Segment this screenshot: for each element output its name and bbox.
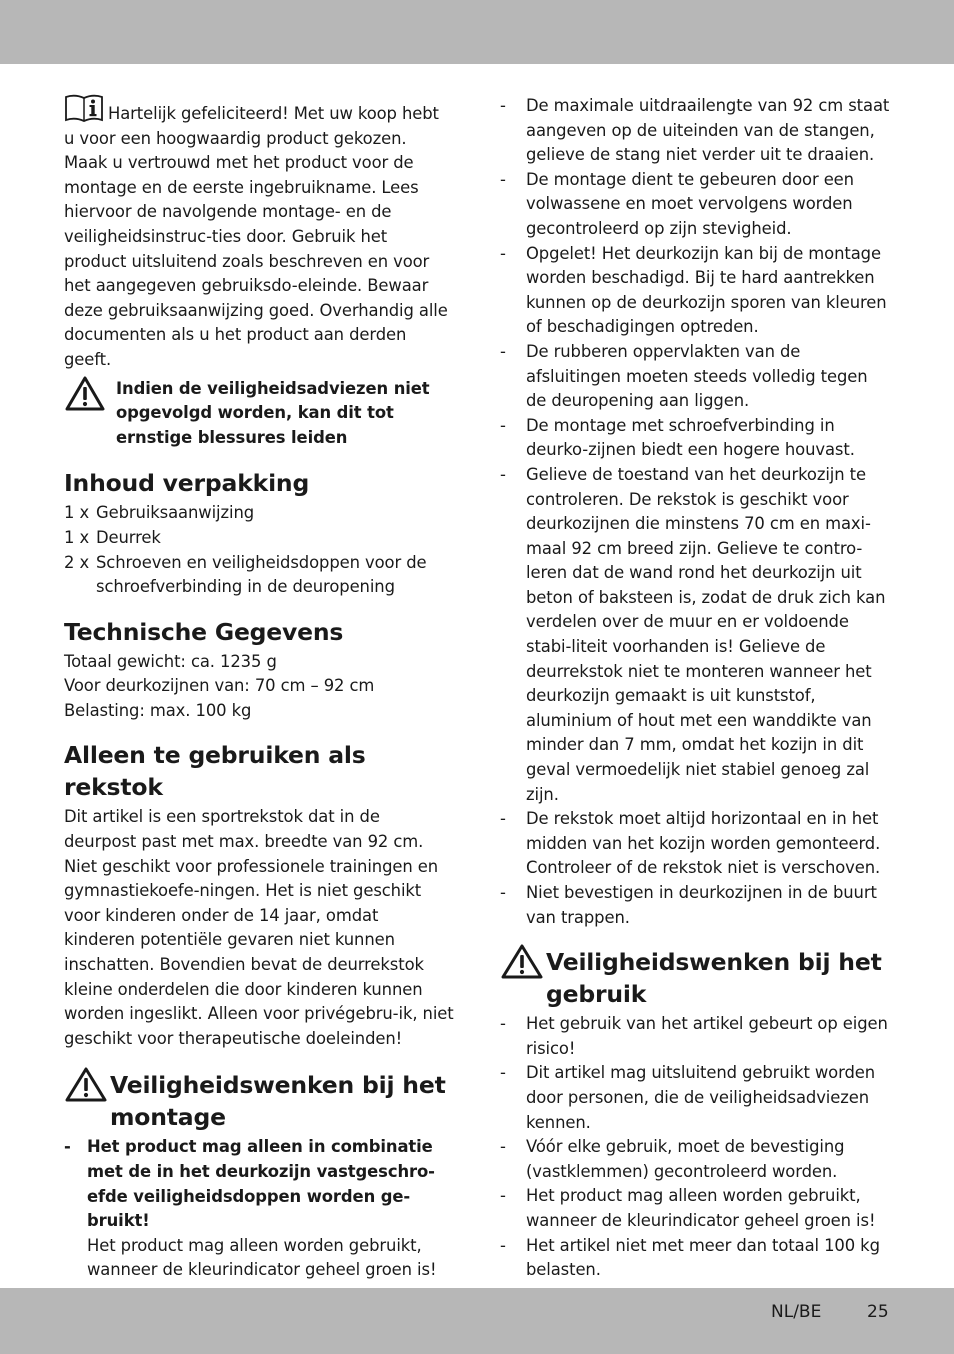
- left-column: [64, 94, 454, 1283]
- list-item: [64, 551, 454, 600]
- item-text: De montage dient te gebeuren door een volwassene en moet vervolgens worden gecontroleerd op zijn stevigheid.: [526, 169, 854, 238]
- dash-bullet: -: [500, 464, 506, 484]
- list-item: [500, 1234, 892, 1283]
- item-text: Het artikel niet met meer dan totaal 100 kg belasten.: [526, 1235, 880, 1280]
- list-item: [500, 242, 892, 340]
- right-column: [500, 94, 892, 1283]
- dash-bullet: -: [500, 341, 506, 361]
- list-item: [500, 414, 892, 463]
- item-text: Opgelet! Het deurkozijn kan bij de montage worden beschadigd. Bij te hard aantrekken kunnen op de deurkozijn sporen van kleuren of beschadigingen optreden.: [526, 243, 887, 337]
- montage-title: Veiligheidswenken bij het montage: [110, 1071, 446, 1132]
- item-text: Het product mag alleen worden gebruikt, wanneer de kleurindicator geheel groen is!: [526, 1186, 876, 1230]
- dash-bullet: -: [500, 1186, 506, 1206]
- intro-paragraph: [64, 94, 454, 373]
- item-text: Het product mag alleen in combinatie met de in het deurkozijn vastgeschro-efde veiligheidsdoppen worden ge-bruikt!: [87, 1137, 435, 1231]
- dash-bullet: -: [500, 415, 506, 435]
- safety-warning: [64, 377, 454, 451]
- tech-line-size: Voor deurkozijnen van: 70 cm – 92 cm: [64, 676, 375, 696]
- inhoud-heading: Inhoud verpakking: [64, 469, 310, 498]
- alleen-paragraph: Dit artikel is een sportrekstok dat in de deurpost past met max. breedte van 92 cm. Niet geschikt voor professionele trainingen en gymnastiekoefe-ningen. Het is niet geschikt voor kinderen onder de 14 jaar, omdat kinderen potentiële gevaren niet kunnen inschatten. Bovendien bevat de deurrekstok kleine onderdelen die door kinderen kunnen worden ingeslikt. Alleen voor privégebru-ik, niet geschikt voor therapeutische doeleinden!: [64, 807, 454, 1048]
- dash-bullet: -: [500, 1063, 506, 1083]
- item-qty: 2 x: [64, 552, 90, 572]
- item-text: Schroeven en veiligheidsdoppen voor de schroefverbinding in de deuropening: [96, 552, 427, 597]
- montage-list: [500, 94, 892, 930]
- alleen-heading: Alleen te gebruiken als rekstok: [64, 741, 366, 802]
- item-text: De rekstok moet altijd horizontaal en in het midden van het kozijn worden gemonteerd. Controleer of de rekstok niet is verschoven.: [526, 809, 881, 878]
- item-text: Vóór elke gebruik, moet de bevestiging (vastklemmen) gecontroleerd worden.: [526, 1137, 845, 1181]
- warning-text: Indien de veiligheidsadviezen niet opgevolgd worden, kan dit tot ernstige blessures leiden: [116, 378, 430, 447]
- list-item: [500, 1061, 892, 1135]
- item-text: De maximale uitdraailengte van 92 cm staat aangeven op de uiteinden van de stangen, gelieve de stang niet verder uit te draaien.: [526, 96, 890, 165]
- list-item: [500, 340, 892, 414]
- list-item: [64, 501, 454, 526]
- item-text: Deurrek: [96, 527, 161, 547]
- dash-bullet: -: [64, 1137, 71, 1157]
- tech-line-weight: Totaal gewicht: ca. 1235 g: [64, 651, 277, 671]
- montage-heading: [64, 1069, 454, 1133]
- item-text: Het gebruik van het artikel gebeurt op eigen risico!: [526, 1014, 888, 1058]
- montage-bold-list: [64, 1135, 454, 1233]
- gebruik-title: Veiligheidswenken bij het gebruik: [546, 948, 882, 1009]
- item-text: De rubberen oppervlakten van de afsluitingen moeten steeds volledig tegen de deuropening aan liggen.: [526, 341, 868, 411]
- item-qty: 1 x: [64, 527, 90, 547]
- tech-heading: Technische Gegevens: [64, 617, 344, 646]
- list-item: [500, 1135, 892, 1184]
- list-item: [500, 881, 892, 930]
- item-text: De montage met schroefverbinding in deurko-zijnen biedt een hogere houvast.: [526, 415, 855, 460]
- tech-line-load: Belasting: max. 100 kg: [64, 700, 252, 720]
- dash-bullet: -: [500, 96, 506, 115]
- list-item: [500, 94, 892, 168]
- footer-language: NL/BE: [771, 1302, 822, 1322]
- list-item: [500, 168, 892, 242]
- dash-bullet: -: [500, 1235, 506, 1255]
- list-item: [500, 1012, 892, 1061]
- book-info-icon: [64, 94, 104, 122]
- item-text: Dit artikel mag uitsluitend gebruikt worden door personen, die de veiligheidsadviezen kennen.: [526, 1063, 876, 1132]
- montage-note: Het product mag alleen worden gebruikt, wanneer de kleurindicator geheel groen is!: [87, 1235, 437, 1280]
- warning-triangle-icon: [500, 943, 544, 981]
- dash-bullet: -: [500, 883, 506, 902]
- dash-bullet: -: [500, 1137, 506, 1157]
- item-text: Gelieve de toestand van het deurkozijn te controleren. De rekstok is geschikt voor deurkozijnen die minstens 70 cm en maxi-maal 92 cm breed zijn. Gelieve te contro-leren dat de wand rond het deurkozijn uit beton of baksteen is, zodat de druk zich kan verdelen over de muur en er voldoende stabi-liteit voorhanden is! Gelieve de deurrekstok niet te monteren wanneer het deurkozijn gemaakt is uit kunststof, aluminium of hout met een wanddikte van minder dan 7 mm, omdat het kozijn in dit geval vermoedelijk niet stabiel genoeg zal zijn.: [526, 464, 886, 804]
- dash-bullet: -: [500, 1014, 506, 1034]
- intro-text: Hartelijk gefeliciteerd! Met uw koop hebt u voor een hoogwaardig product gekozen. Maak u vertrouwd met het product voor de montage en de eerste ingebruikname. Lees hiervoor de navolgende montage- en de veiligheidsinstruc-ties door. Gebruik het product uitsluitend zoals beschreven en voor het aangegeven gebruiksdo-eleinde. Bewaar deze gebruiksaanwijzing goed. Overhandig alle documenten als u het product aan derden geeft.: [64, 104, 448, 369]
- header-band: [0, 0, 954, 64]
- list-item: [64, 1135, 454, 1233]
- inhoud-list: [64, 501, 454, 599]
- dash-bullet: -: [500, 243, 506, 263]
- gebruik-heading: [500, 946, 892, 1010]
- dash-bullet: -: [500, 809, 506, 829]
- list-item: [64, 526, 454, 551]
- dash-bullet: -: [500, 169, 506, 189]
- item-text: Niet bevestigen in deurkozijnen in de buurt van trappen.: [526, 883, 877, 927]
- warning-triangle-icon: [64, 1066, 108, 1104]
- page-number: 25: [867, 1302, 889, 1322]
- list-item: [500, 807, 892, 881]
- item-text: Gebruiksaanwijzing: [96, 503, 255, 523]
- list-item: [500, 463, 892, 807]
- gebruik-list: [500, 1012, 892, 1283]
- item-qty: 1 x: [64, 503, 90, 523]
- list-item: [500, 1184, 892, 1233]
- warning-triangle-icon: [64, 375, 106, 413]
